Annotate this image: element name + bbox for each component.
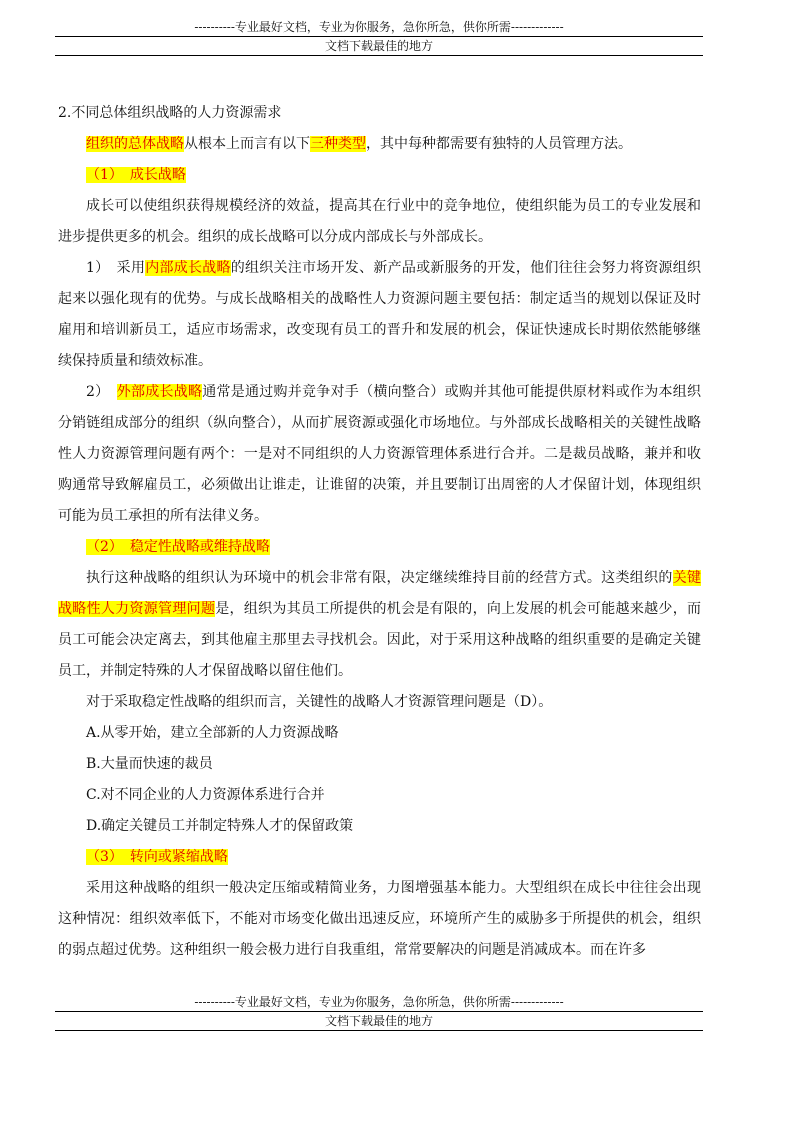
highlight-key-hr-issue: 关键战略性人力资源管理问题 [58, 570, 701, 617]
intro-text-2: ，其中每种都需要有独特的人员管理方法。 [366, 136, 632, 152]
growth-paragraph: 成长可以使组织获得规模经济的效益，提高其在行业中的竞争地位，使组织能为员工的专业发展和进步提供更多的机会。组织的成长战略可以分成内部成长与外部成长。 [58, 198, 701, 245]
footer-slogan: ----------专业最好文档，专业为你服务，急你所急，供你所需------------- [194, 995, 564, 1009]
internal-growth-text: 的组织关注市场开发、新产品或新服务的开发，他们往往会努力将资源组织起来以强化现有的优势。与成长战略相关的战略性人力资源问题主要包括：制定适当的规划以保证及时雇用和培训新员工，适应市场需求，改变现有员工的晋升和发展的机会，保证快速成长时期依然能够继续保持质量和绩效标准。 [58, 260, 701, 369]
retrenchment-paragraph: 采用这种战略的组织一般决定压缩或精简业务，力图增强基本能力。大型组织在成长中往往会出现这种情况：组织效率低下，不能对市场变化做出迅速反应，环境所产生的威胁多于所提供的机会，组织的弱点超过优势。这种组织一般会极力进行自我重组，常常要解决的问题是消减成本。而在许多 [58, 880, 701, 958]
external-growth-paragraph [58, 377, 701, 532]
footer-site-name: 文档下载最佳的地方 [55, 1012, 703, 1031]
stability-text-1: 执行这种战略的组织认为环境中的机会非常有限，决定继续维持目前的经营方式。这类组织的 [86, 570, 673, 586]
stability-text-2: 是，组织为其员工所提供的机会是有限的，向上发展的机会可能越来越少，而员工可能会决定离去，到其他雇主那里去寻找机会。因此，对于采用这种战略的组织重要的是确定关键员工，并制定特殊的人才保留战略以留住他们。 [58, 601, 701, 679]
external-growth-prefix: 2） [86, 384, 117, 400]
external-growth-text: 通常是通过购并竞争对手（横向整合）或购并其他可能提供原材料或作为本组织分销链组成部分的组织（纵向整合），从而扩展资源或强化市场地位。与外部成长战略相关的关键性战略性人力资源管理问题有两个：一是对不同组织的人力资源管理体系进行合并。二是裁员战略，兼并和收购通常导致解雇员工，必须做出让谁走，让谁留的决策，并且要制订出周密的人才保留计划，体现组织可能为员工承担的所有法律义务。 [58, 384, 701, 524]
heading-growth-strategy [58, 160, 701, 191]
page-footer [55, 993, 703, 1031]
option-d: D.确定关键员工并制定特殊人才的保留政策 [86, 818, 354, 834]
heading-retrenchment-strategy [58, 842, 701, 873]
stability-paragraph [58, 563, 701, 687]
internal-growth-paragraph [58, 253, 701, 377]
page-header [55, 18, 703, 56]
highlight-total-strategy: 组织的总体战略 [86, 136, 184, 152]
heading-stability-strategy [58, 532, 701, 563]
section-title: 2.不同总体组织战略的人力资源需求 [58, 105, 282, 121]
intro-text-1: 从根本上而言有以下 [184, 136, 310, 152]
option-a: A.从零开始，建立全部新的人力资源战略 [86, 725, 339, 741]
intro-paragraph [58, 129, 701, 160]
heading-retrenchment-strategy-text: （3） 转向或紧缩战略 [86, 849, 228, 865]
option-b: B.大量而快速的裁员 [86, 756, 213, 772]
highlight-internal-growth: 内部成长战略 [145, 260, 231, 276]
heading-stability-strategy-text: （2） 稳定性战略或维持战略 [86, 539, 270, 555]
header-slogan: ----------专业最好文档，专业为你服务，急你所急，供你所需------------- [194, 20, 564, 34]
internal-growth-prefix: 1） 采用 [86, 260, 146, 276]
question-text: 对于采取稳定性战略的组织而言，关键性的战略人才资源管理问题是（D）。 [86, 694, 553, 710]
document-body [58, 98, 701, 966]
option-c: C.对不同企业的人力资源体系进行合并 [86, 787, 325, 803]
highlight-external-growth: 外部成长战略 [116, 384, 203, 400]
highlight-three-types: 三种类型 [310, 136, 366, 152]
heading-growth-strategy-text: （1） 成长战略 [86, 167, 186, 183]
header-site-name: 文档下载最佳的地方 [55, 37, 703, 56]
